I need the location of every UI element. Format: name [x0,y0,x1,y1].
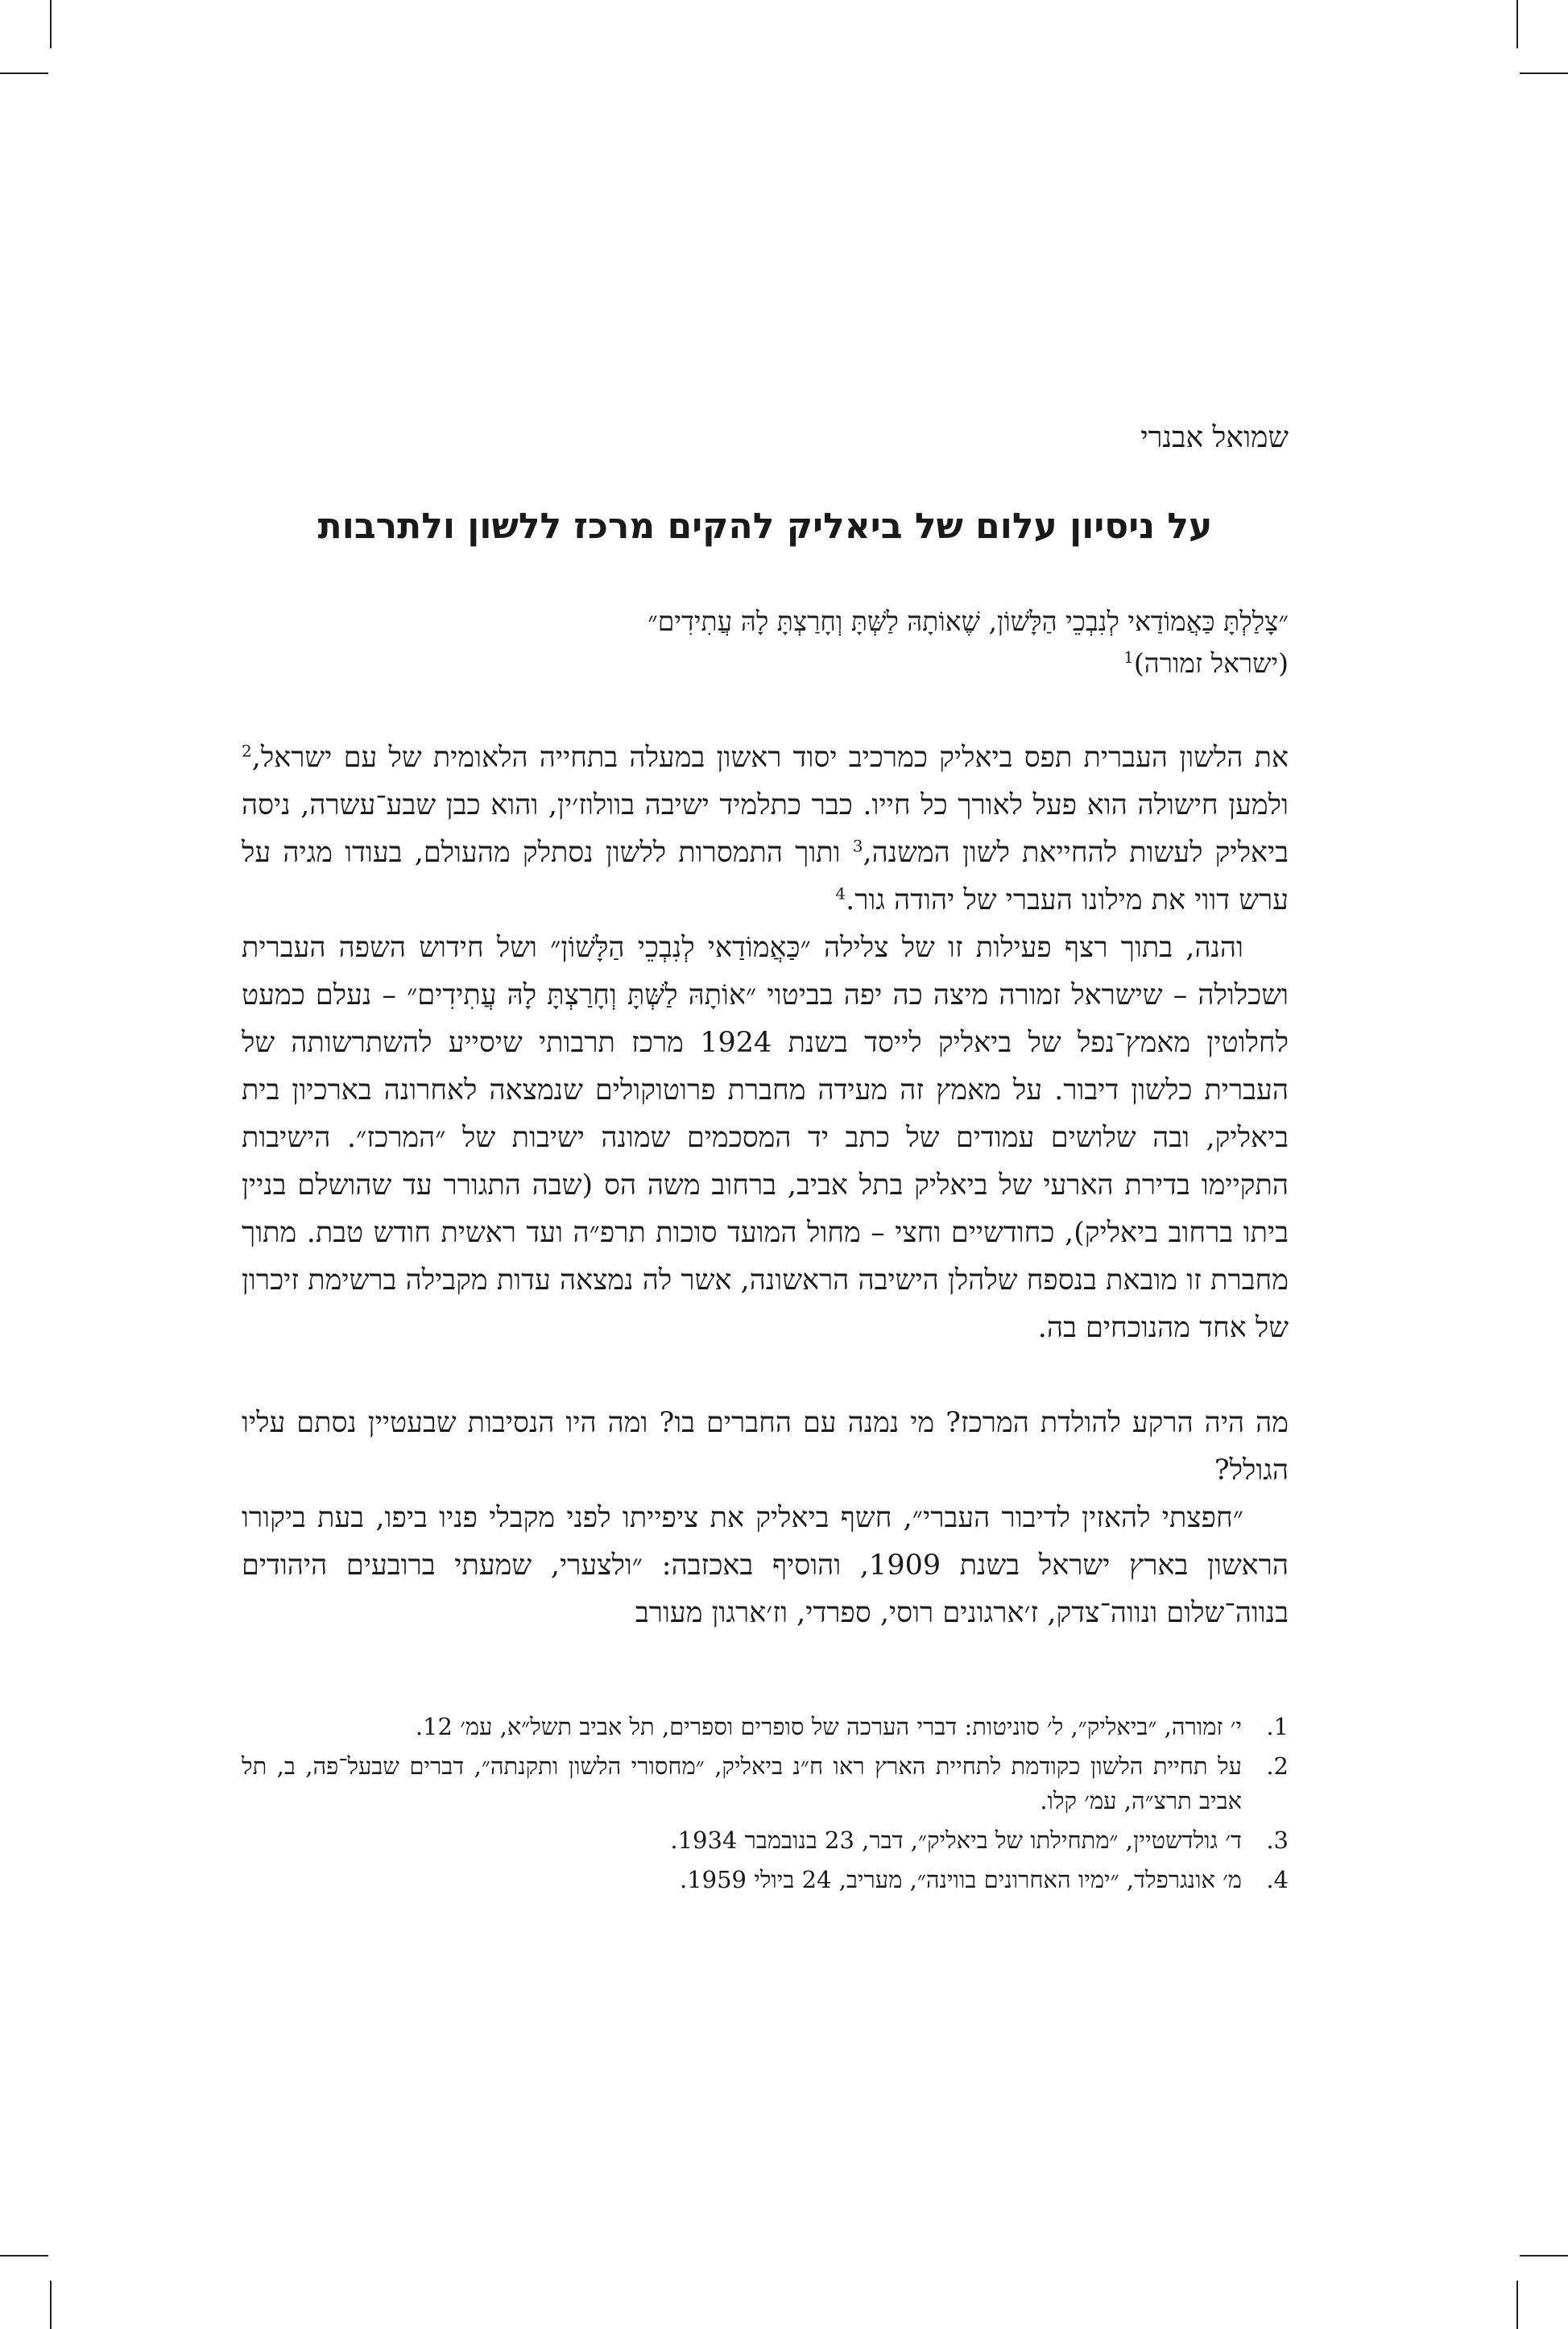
paragraph-text: והנה, בתוך רצף פעילות זו של צלילה ״כַּאֲמוֹדַאי לְנִבְכֵי הַלָּשׁוֹן״ ושל חידוש השפה העברית ושכלולה – שישראל זמורה מיצה כה יפה בביטוי ״אוֹתָהּ לַשְּׁתָּ וְחָרַצְתָּ לָהּ עֲתִידִים״ – נעלם כמעט לחלוטין מאמץ־נפל של ביאליק לייסד בשנת 1924 מרכז תרבותי שיסייע להשתרשותה של העברית כלשון דיבור. על מאמץ זה מעידה מחברת פרוטוקולים שנמצאה לאחרונה בארכיון בית ביאליק, ובה שלושים עמודים של כתב יד המסכמים שמונה ישיבות של ״המרכז״. הישיבות התקיימו בדירת הארעי של ביאליק בתל אביב, ברחוב משה הס (שבה התגורר עד שהושלם בניין ביתו ברחוב ביאליק), כחודשיים וחצי – מחול המועד סוכות תרפ״ה ועד ראשית חודש טבת. מתוך מחברת זו מובאת בנספח שלהלן הישיבה הראשונה, אשר לה נמצאה עדות מקבילה ברשימת זיכרון של אחד מהנוכחים בה. [242,932,1289,1344]
article-page [242,419,1289,1902]
footnote-number: 4. [1266,1866,1289,1893]
paragraph-text: ״חפצתי להאזין לדיבור העברי״, חשף ביאליק את ציפייתו לפני מקבלי פניו ביפו, בעת ביקורו הראשון בארץ ישראל בשנת 1909, והוסיף באכזבה: ״ולצערי, שמעתי ברובעים היהודים בנווה־שלום ונווה־צדק, ז׳ארגונים רוסי, ספרדי, וז׳ארגון מעורב [242,1502,1289,1629]
author-name: שמואל אבנרי [1140,421,1289,454]
body-paragraph [242,1495,1289,1637]
footnote-text: ד׳ גולדשטיין, ״מתחילתו של ביאליק״, דבר, 23 בנובמבר 1934. [670,1826,1242,1854]
article-body [242,734,1289,1637]
epigraph-source: (ישראל זמורה) [1133,647,1289,679]
footnote-number: 1. [1266,1713,1289,1740]
crop-mark [0,2255,48,2257]
footnote-ref: 1 [1123,647,1134,667]
crop-mark [1520,2255,1568,2257]
crop-mark [1516,2281,1518,2329]
crop-mark [50,0,52,48]
crop-mark [50,2281,52,2329]
footnote-text: י׳ זמורה, ״ביאליק״, ל׳ סוניטות: דברי הערכה של סופרים וספרים, תל אביב תשל״א, עמ׳ 12. [415,1713,1242,1740]
crop-mark [0,72,48,74]
footnotes [242,1710,1289,1897]
epigraph-source-line [242,643,1289,685]
footnote-ref: 4 [835,883,846,904]
paragraph-text: את הלשון העברית תפס ביאליק כמרכיב יסוד ראשון במעלה בתחייה הלאומית של עם ישראל, [251,742,1289,774]
footnote [242,1863,1289,1897]
footnote-ref: 3 [852,836,863,856]
crop-mark [1516,0,1518,48]
paragraph-text: ותוך התמסרות ללשון נסתלק מהעולם, בעודו מגיה על ערש דווי את מילונו העברי של יהודה גור. [242,837,1289,916]
body-paragraph [242,1400,1289,1495]
body-paragraph [242,734,1289,925]
body-paragraph [242,925,1289,1352]
footnote [242,1710,1289,1744]
footnote-number: 3. [1266,1826,1289,1854]
footnote-text: על תחיית הלשון כקודמת לתחיית הארץ ראו ח״נ ביאליק, ״מחסורי הלשון ותקנתה״, דברים שבעל־פה, ב, תל אביב תרצ״ה, עמ׳ קלו. [242,1752,1242,1814]
paragraph-text: ולמען חישולה הוא פעל לאורך כל חייו. כבר כתלמיד ישיבה בוולוז׳ין, והוא כבן שבע־עשרה, ניסה ביאליק לעשות להחייאת לשון המשנה, [242,789,1289,869]
footnote [242,1749,1289,1818]
footnote-ref: 2 [242,741,252,761]
article-title: על ניסיון עלום של ביאליק להקים מרכז ללשון ולתרבות [317,506,1213,547]
footnote [242,1823,1289,1858]
footnote-text: מ׳ אונגרפלד, ״ימיו האחרונים בווינה״, מעריב, 24 ביולי 1959. [679,1866,1242,1893]
epigraph-quote: ״צָלַלְתָּ כַּאֲמוֹדַאי לְנִבְכֵי הַלָּשׁוֹן, שֶׁאוֹתָהּ לַשְּׁתָּ וְחָרַצְתָּ לָהּ עֲתִידִים״ [647,606,1289,637]
footnote-number: 2. [1266,1752,1289,1780]
crop-mark [1520,72,1568,74]
paragraph-text: מה היה הרקע להולדת המרכז? מי נמנה עם החברים בו? ומה היו הנסיבות שבעטיין נסתם עליו הגולל? [242,1407,1289,1487]
epigraph [242,601,1289,685]
